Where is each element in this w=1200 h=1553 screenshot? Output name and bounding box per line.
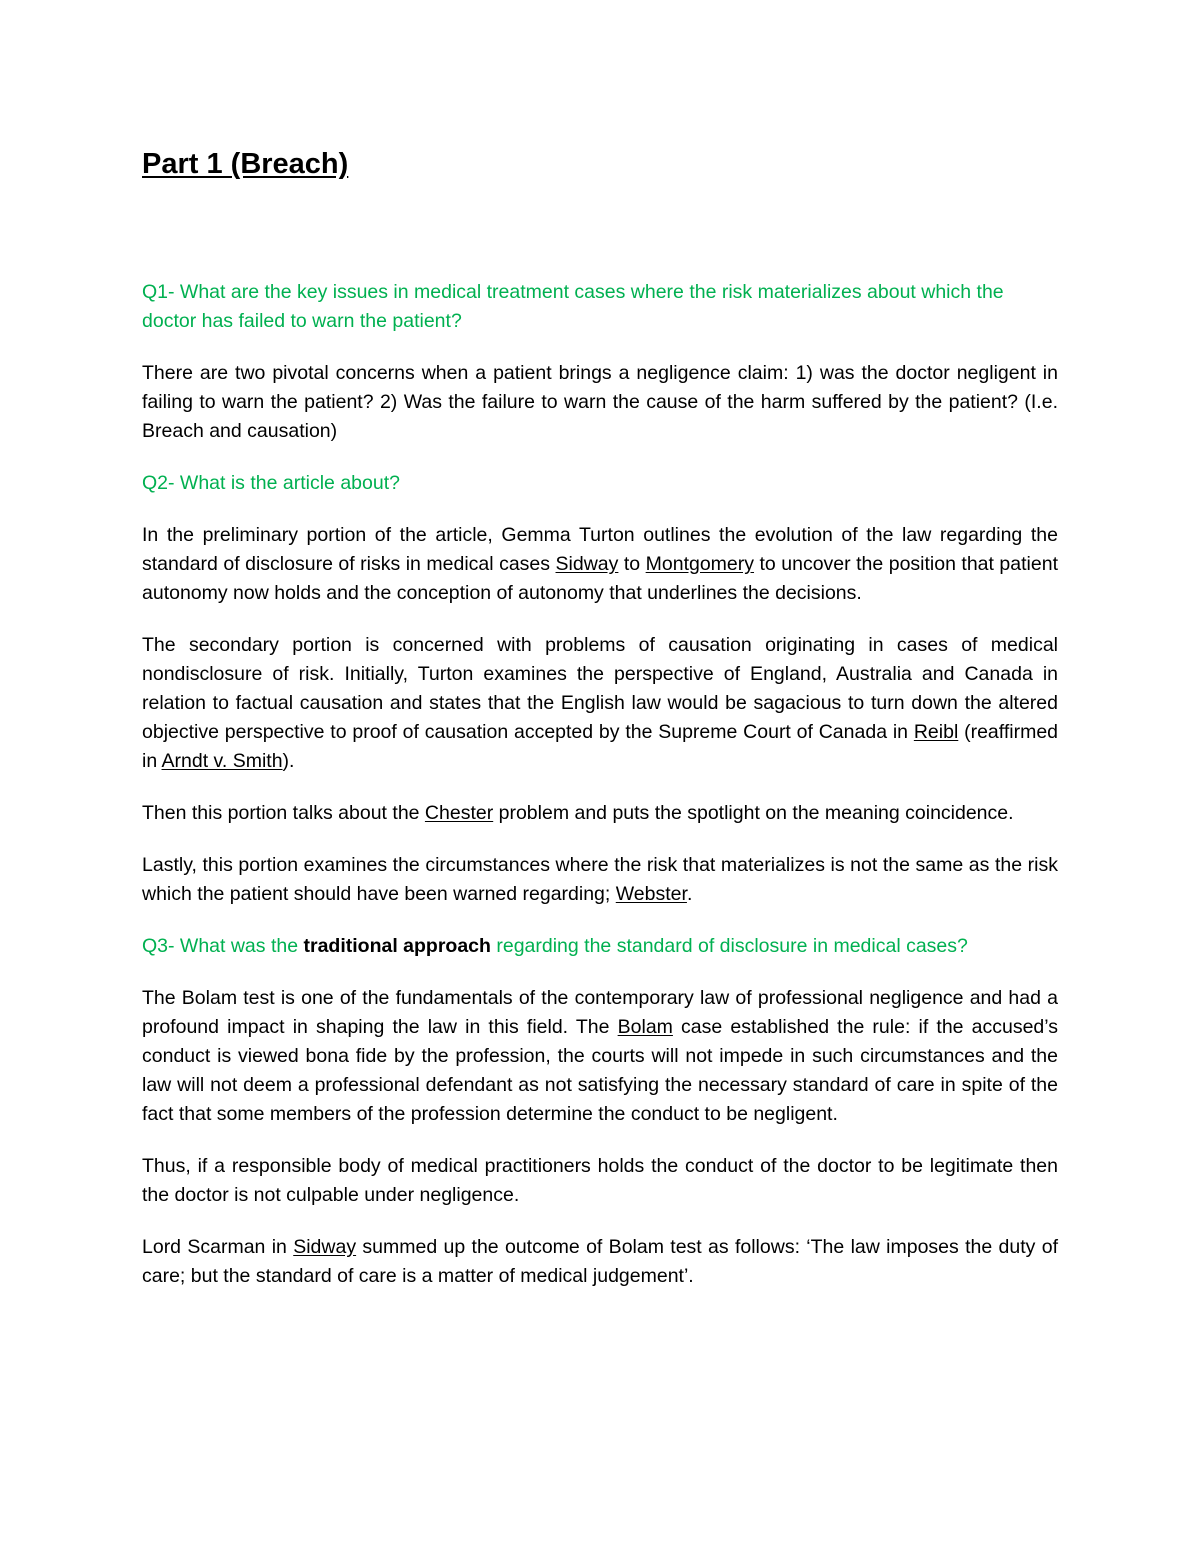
answer-2-paragraph-2 <box>142 631 1058 776</box>
text-run: In the preliminary portion of the article, Gemma Turton outlines the evolution of the law regarding the standard of disclosure of risks in medical cases <box>142 524 1058 575</box>
text-run: to <box>618 553 646 575</box>
answer-1: There are two pivotal concerns when a patient brings a negligence claim: 1) was the doctor negligent in failing to warn the patient? 2) Was the failure to warn the cause of the harm suffered by the patient? (I.e. Breach and causation) <box>142 362 1058 442</box>
text-run: Q3- What was the <box>142 935 304 957</box>
text-run: case established the rule: if the accused’s conduct is viewed bona fide by the profession, the courts will not impede in such circumstances and the law will not deem a professional defendant as not satisfying the necessary standard of care in spite of the fact that some members of the profession determine the conduct to be negligent. <box>142 1016 1059 1125</box>
text-run: to uncover the position that patient autonomy now holds and the conception of autonomy that underlines the decisions. <box>142 553 1058 604</box>
page-title: Part 1 (Breach) <box>142 148 349 180</box>
answer-3-paragraph-3 <box>142 1233 1058 1291</box>
text-run: Then this portion talks about the <box>142 802 425 824</box>
text-run: The secondary portion is concerned with problems of causation originating in cases of medical nondisclosure of risk. Initially, Turton examines the perspective of England, Australia and Canada in relation to factual causation and states that the English law would be sagacious to turn down the altered objective perspective to proof of causation accepted by the Supreme Court of Canada in <box>142 634 1058 743</box>
answer-2-paragraph-3 <box>142 799 1058 828</box>
answer-3-paragraph-1 <box>142 984 1058 1129</box>
text-run: The Bolam test is one of the fundamentals of the contemporary law of professional negligence and had a profound impact in shaping the law in this field. The <box>142 987 1058 1038</box>
question-1: Q1- What are the key issues in medical treatment cases where the risk materializes about which the doctor has failed to warn the patient? <box>142 281 1004 332</box>
question-2: Q2- What is the article about? <box>142 472 400 494</box>
case-citation-sidway: Sidway <box>293 1236 357 1258</box>
document-body <box>142 146 1058 1314</box>
case-citation-arndt-v-smith: Arndt v. Smith <box>161 750 283 772</box>
case-citation-montgomery: Montgomery <box>645 553 755 575</box>
text-run: (reaffirmed in <box>142 721 1059 772</box>
text-run: summed up the outcome of Bolam test as follows: ‘The law imposes the duty of care; but the standard of care is a matter of medical judgement’. <box>142 1236 1058 1287</box>
bold-term: traditional approach <box>303 935 491 957</box>
text-run: problem and puts the spotlight on the meaning coincidence. <box>493 802 1014 824</box>
answer-2-paragraph-1 <box>142 521 1058 608</box>
text-run: Lord Scarman in <box>142 1236 294 1258</box>
text-run: ). <box>282 750 295 772</box>
answer-3-paragraph-2: Thus, if a responsible body of medical practitioners holds the conduct of the doctor to be legitimate then the doctor is not culpable under negligence. <box>142 1155 1058 1206</box>
case-citation-webster: Webster <box>615 883 687 905</box>
case-citation-sidway: Sidway <box>555 553 619 575</box>
case-citation-bolam: Bolam <box>617 1016 673 1038</box>
answer-2-paragraph-4 <box>142 851 1058 909</box>
text-run: . <box>686 883 693 905</box>
case-citation-chester: Chester <box>424 802 494 824</box>
question-3 <box>142 932 1058 961</box>
text-run: regarding the standard of disclosure in medical cases? <box>490 935 968 957</box>
case-citation-reibl: Reibl <box>913 721 959 743</box>
text-run: Lastly, this portion examines the circumstances where the risk that materializes is not the same as the risk which the patient should have been warned regarding; <box>142 854 1058 905</box>
